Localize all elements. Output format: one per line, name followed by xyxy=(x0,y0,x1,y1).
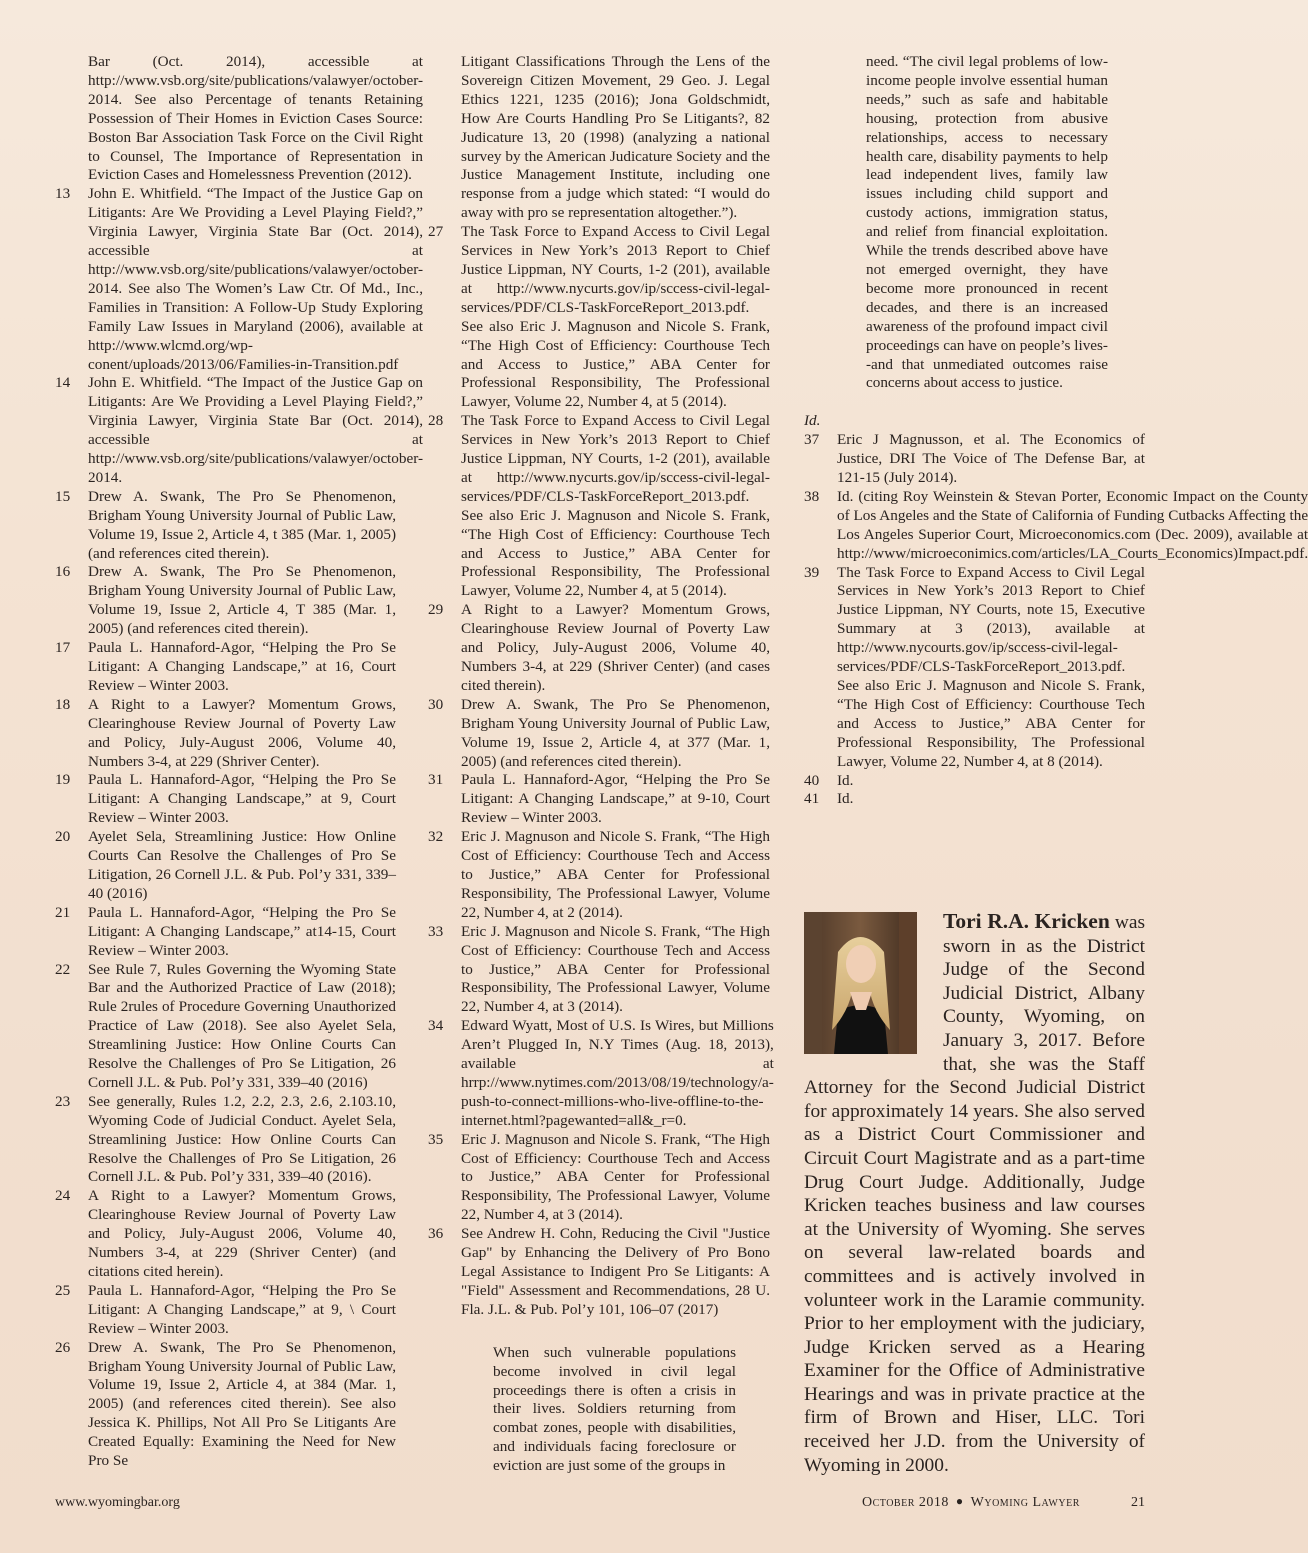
footnote-text: Edward Wyatt, Most of U.S. Is Wires, but Millions Aren’t Plugged In, N.Y Times (Aug. 18, 2013), available at hrrp://www.nytimes.com/2013/08/19/technology/a-push-to-connect-millions-who-live-offline-to-the-internet.html?pagewanted=all&_r=0. xyxy=(461,1017,774,1129)
footnote-28 xyxy=(428,412,770,601)
pull-quote-start: When such vulnerable populations become involved in civil legal proceedings there is often a crisis in their lives. Soldiers returning from combat zones, people with disabilities, and individuals facing foreclosure or eviction are just some of the groups in xyxy=(493,1343,736,1475)
footnote-number: 39 xyxy=(804,563,820,581)
footer-issue: October 2018 xyxy=(862,1495,949,1510)
footnote-text: Id. (citing Roy Weinstein & Stevan Porter, Economic Impact on the County of Los Angeles and the State of California of Funding Cutbacks Affecting the Los Angeles Superior Court, Microeconomics.com (Dec. 2009), available at http://www/microeconimics.com/articles/LA_Courts_Economics)Impact.pdf. xyxy=(837,487,1308,562)
footnote-number: 40 xyxy=(804,771,820,789)
footnote-number: 31 xyxy=(428,771,444,789)
footnote-number: 19 xyxy=(55,771,71,789)
footnote-24 xyxy=(55,1187,396,1282)
footnote-continuation: Litigant Classifications Through the Lens of the Sovereign Citizen Movement, 29 Geo. J. Legal Ethics 1221, 1235 (2016); Jona Goldschmidt, How Are Courts Handling Pro Se Litigants?, 82 Judicature 13, 20 (1998) (analyzing a national survey by the American Judicature Society and the Justice Management Institute, including one response from a judge which stated: “I would do away with pro se representation altogether.”). xyxy=(461,53,770,222)
footnote-number: 25 xyxy=(55,1281,71,1299)
footnote-41 xyxy=(804,790,1145,809)
footnote-number: 14 xyxy=(55,374,71,392)
footnote-text: Paula L. Hannaford-Agor, “Helping the Pro Se Litigant: A Changing Landscape,” at 9, \ Court Review – Winter 2003. xyxy=(88,1281,396,1337)
footnote-text: See Andrew H. Cohn, Reducing the Civil "Justice Gap" by Enhancing the Delivery of Pro Bono Legal Assistance to Indigent Pro Se Litigants: A "Field" Assessment and Recommendations, 28 U. Fla. J.L. & Pub. Pol’y 101, 106–07 (2017) xyxy=(461,1225,770,1318)
footnote-number: 27 xyxy=(428,223,444,241)
footnotes-column-2 xyxy=(428,53,774,1476)
footnote-text: A Right to a Lawyer? Momentum Grows, Clearinghouse Review Journal of Poverty Law and Policy, July-August 2006, Volume 40, Numbers 3-4, at 229 (Shriver Center) (and citations cited herein). xyxy=(88,1187,396,1280)
footnote-number: 24 xyxy=(55,1187,71,1205)
footnote-16 xyxy=(55,563,396,639)
footnote-text: Ayelet Sela, Streamlining Justice: How Online Courts Can Resolve the Challenges of Pro Se Litigation, 26 Cornell J.L. & Pub. Pol’y 331, 339–40 (2016) xyxy=(88,828,396,902)
footnote-number: 36 xyxy=(428,1225,444,1243)
footnote-30 xyxy=(428,696,770,772)
footnote-number: 18 xyxy=(55,695,71,713)
footnote-21 xyxy=(55,904,396,961)
footnote-26 xyxy=(55,1339,396,1471)
footnote-number: 38 xyxy=(804,487,820,505)
footer-publication-info xyxy=(862,1495,1080,1511)
footnote-number: 35 xyxy=(428,1130,444,1148)
footnote-number: 33 xyxy=(428,922,444,940)
footnote-text: A Right to a Lawyer? Momentum Grows, Clearinghouse Review Journal of Poverty Law and Policy, July-August 2006, Volume 40, Numbers 3-4, at 229 (Shriver Center). xyxy=(88,695,396,770)
footer-publication: Wyoming Lawyer xyxy=(970,1495,1080,1510)
footnote-32 xyxy=(428,828,770,923)
footnote-text: Drew A. Swank, The Pro Se Phenomenon, Brigham Young University Journal of Public Law, Volume 19, Issue 2, Article 4, t 385 (Mar. 1, 2005) (and references cited therein). xyxy=(88,487,396,562)
footnote-40 xyxy=(804,772,1145,791)
footnote-number: 22 xyxy=(55,960,71,978)
footnote-text: See generally, Rules 1.2, 2.2, 2.3, 2.6, 2.103.10, Wyoming Code of Judicial Conduct. Ayelet Sela, Streamlining Justice: How Online Courts Can Resolve the Challenges of Pro Se Litigation, 26 Cornell J.L. & Pub. Pol’y 331, 339–40 (2016). xyxy=(88,1092,396,1186)
footnote-number: 30 xyxy=(428,695,444,713)
footnote-37 xyxy=(804,431,1145,488)
footnote-text: John E. Whitfield. “The Impact of the Justice Gap on Litigants: Are We Providing a Level Playing Field?,” Virginia Lawyer, Virginia State Bar (Oct. 2014), accessible at http://www.vsb.org/site/publications/valawyer/october-2014. xyxy=(88,374,424,486)
footnote-text: Paula L. Hannaford-Agor, “Helping the Pro Se Litigant: A Changing Landscape,” at 16, Court Review – Winter 2003. xyxy=(88,639,396,694)
footnote-29 xyxy=(428,601,770,696)
footnote-number: 29 xyxy=(428,601,444,619)
footnote-text: Id. xyxy=(837,790,854,808)
footnote-text: Paula L. Hannaford-Agor, “Helping the Pro Se Litigant: A Changing Landscape,” at 9-10, Court Review – Winter 2003. xyxy=(461,771,770,827)
footnote-13 xyxy=(55,185,424,374)
footnote-number: 21 xyxy=(55,903,71,921)
footnote-text: Eric J Magnusson, et al. The Economics of Justice, DRI The Voice of The Defense Bar, at 121-15 (July 2014). xyxy=(837,431,1145,487)
footer-website: www.wyomingbar.org xyxy=(55,1495,180,1510)
footnote-text: Drew A. Swank, The Pro Se Phenomenon, Brigham Young University Journal of Public Law, Volume 19, Issue 2, Article 4, at 384 (Mar. 1, 2005) (and references cited therein). See also Jessica K. Phillips, Not All Pro Se Litigants Are Created Equally: Examining the Need for New Pro Se xyxy=(88,1338,396,1470)
footnote-number: 37 xyxy=(804,431,820,449)
bullet-icon: ● xyxy=(955,1494,964,1508)
footnote-number: 15 xyxy=(55,487,71,505)
footnote-22 xyxy=(55,961,396,1093)
footnote-text: Eric J. Magnuson and Nicole S. Frank, “The High Cost of Efficiency: Courthouse Tech and Access to Justice,” ABA Center for Professional Responsibility, The Professional Lawyer, Volume 22, Number 4, at 3 (2014). xyxy=(461,1130,770,1224)
author-bio xyxy=(804,910,1145,1477)
footnote-39 xyxy=(804,564,1145,772)
footnote-25 xyxy=(55,1282,396,1339)
footnote-31 xyxy=(428,771,770,828)
footnote-35 xyxy=(428,1131,770,1226)
footnote-number: 34 xyxy=(428,1017,444,1035)
footnote-id-line: Id. xyxy=(804,412,821,430)
footnote-19 xyxy=(55,771,396,828)
footnote-number: 41 xyxy=(804,790,820,808)
footnote-18 xyxy=(55,696,396,772)
footnote-23 xyxy=(55,1093,396,1188)
footnote-text: Eric J. Magnuson and Nicole S. Frank, “The High Cost of Efficiency: Courthouse Tech and Access to Justice,” ABA Center for Professional Responsibility, The Professional Lawyer, Volume 22, Number 4, at 2 (2014). xyxy=(461,828,770,921)
footnote-number: 16 xyxy=(55,563,71,581)
author-name: Tori R.A. Kricken xyxy=(943,909,1110,933)
footnote-34 xyxy=(428,1017,774,1130)
footnote-15 xyxy=(55,488,396,564)
footnote-17 xyxy=(55,639,396,696)
author-bio-text: was sworn in as the District Judge of the Second Judicial District, Albany County, Wyoming, on January 3, 2017. Before that, she was the Staff Attorney for the Second Judicial District for approximately 14 years. She also served as a District Court Commissioner and Circuit Court Magistrate and as a part-time Drug Court Judge. Additionally, Judge Kricken teaches business and law courses at the University of Wyoming. She serves on several law-related boards and committees and is actively involved in volunteer work in the Laramie community. Prior to her employment with the judiciary, Judge Kricken served as a Hearing Examiner for the Office of Administrative Hearings and was in private practice at the firm of Brown and Hiser, LLC. Tori received her J.D. from the University of Wyoming in 2000. xyxy=(804,912,1145,1476)
footnote-text: Paula L. Hannaford-Agor, “Helping the Pro Se Litigant: A Changing Landscape,” at14-15, Court Review – Winter 2003. xyxy=(88,903,396,959)
page-number: 21 xyxy=(1131,1495,1145,1510)
footnotes-column-3 xyxy=(804,53,1308,809)
footnote-text: The Task Force to Expand Access to Civil Legal Services in New York’s 2013 Report to Chief Justice Lippman, NY Courts, 1-2 (201), available at http://www.nycurts.gov/ip/sccess-civil-legal-services/PDF/CLS-TaskForceReport_2013.pdf. See also Eric J. Magnuson and Nicole S. Frank, “The High Cost of Efficiency: Courthouse Tech and Access to Justice,” ABA Center for Professional Responsibility, The Professional Lawyer, Volume 22, Number 4, at 5 (2014). xyxy=(461,412,770,600)
footnote-list xyxy=(428,223,774,1320)
footnote-number: 17 xyxy=(55,639,71,657)
footnote-number: 13 xyxy=(55,185,71,203)
author-photo xyxy=(804,912,917,1054)
footnote-33 xyxy=(428,923,770,1018)
footnote-text: A Right to a Lawyer? Momentum Grows, Clearinghouse Review Journal of Poverty Law and Policy, July-August 2006, Volume 40, Numbers 3-4, at 229 (Shriver Center) (and cases cited therein). xyxy=(461,601,770,694)
footnote-text: Id. xyxy=(837,771,854,789)
pull-quote-end: need. “The civil legal problems of low-income people involve essential human needs,” such as safe and habitable housing, protection from abusive relationships, access to necessary health care, disability payments to help lead independent lives, family law issues including child support and custody actions, immigration status, and relief from financial exploitation. While the trends described above have not emerged overnight, they have become more pronounced in recent decades, and there is an increased awareness of the profound impact civil proceedings can have on people’s lives--and that unmediated outcomes raise concerns about access to justice. xyxy=(866,53,1108,392)
footnote-text: The Task Force to Expand Access to Civil Legal Services in New York’s 2013 Report to Chief Justice Lippman, NY Courts, note 15, Executive Summary at 3 (2013), available at http://www.nycourts.gov/ip/sccess-civil-legal-services/PDF/CLS-TaskForceReport_2013.pdf. See also Eric J. Magnuson and Nicole S. Frank, “The High Cost of Efficiency: Courthouse Tech and Access to Justice,” ABA Center for Professional Responsibility, The Professional Lawyer, Volume 22, Number 4, at 8 (2014). xyxy=(837,563,1145,770)
footnote-list xyxy=(55,185,424,1471)
footnote-number: 28 xyxy=(428,412,444,430)
footnote-list xyxy=(804,431,1308,809)
footnote-number: 20 xyxy=(55,828,71,846)
footnote-20 xyxy=(55,828,396,904)
footnote-38 xyxy=(804,487,1308,564)
footnote-number: 26 xyxy=(55,1338,71,1356)
footnote-36 xyxy=(428,1225,770,1320)
footnote-text: Paula L. Hannaford-Agor, “Helping the Pro Se Litigant: A Changing Landscape,” at 9, Court Review – Winter 2003. xyxy=(88,771,396,827)
footnote-14 xyxy=(55,374,424,487)
footnote-continuation: Bar (Oct. 2014), accessible at http://www.vsb.org/site/publications/valawyer/october-2014. See also Percentage of tenants Retaining Possession of Their Homes in Eviction Cases Source: Boston Bar Association Task Force on the Civil Right to Counsel, The Importance of Representation in Eviction Cases and Homelessness Prevention (2012). xyxy=(88,53,424,184)
footnote-text: Drew A. Swank, The Pro Se Phenomenon, Brigham Young University Journal of Public Law, Volume 19, Issue 2, Article 4, T 385 (Mar. 1, 2005) (and references cited therein). xyxy=(88,563,396,638)
footnotes-column-1 xyxy=(55,53,424,1471)
footnote-text: See Rule 7, Rules Governing the Wyoming State Bar and the Authorized Practice of Law (2018); Rule 2rules of Procedure Governing Unauthorized Practice of Law (2018). See also Ayelet Sela, Streamlining Justice: How Online Courts Can Resolve the Challenges of Pro Se Litigation, 26 Cornell J.L. & Pub. Pol’y 331, 339–40 (2016) xyxy=(88,960,396,1091)
footnote-text: The Task Force to Expand Access to Civil Legal Services in New York’s 2013 Report to Chief Justice Lippman, NY Courts, 1-2 (201), available at http://www.nycurts.gov/ip/sccess-civil-legal-services/PDF/CLS-TaskForceReport_2013.pdf. See also Eric J. Magnuson and Nicole S. Frank, “The High Cost of Efficiency: Courthouse Tech and Access to Justice,” ABA Center for Professional Responsibility, The Professional Lawyer, Volume 22, Number 4, at 5 (2014). xyxy=(461,223,770,411)
footnote-text: John E. Whitfield. “The Impact of the Justice Gap on Litigants: Are We Providing a Level Playing Field?,” Virginia Lawyer, Virginia State Bar (Oct. 2014), accessible at http://www.vsb.org/site/publications/valawyer/october-2014. See also The Women’s Law Ctr. Of Md., Inc., Families in Transition: A Follow-Up Study Exploring Family Law Issues in Maryland (2006), available at http://www.wlcmd.org/wp-conent/uploads/2013/06/Families-in-Transition.pdf xyxy=(88,185,424,373)
footnote-number: 23 xyxy=(55,1092,71,1110)
footnote-27 xyxy=(428,223,770,412)
footnote-text: Drew A. Swank, The Pro Se Phenomenon, Brigham Young University Journal of Public Law, Volume 19, Issue 2, Article 4, at 377 (Mar. 1, 2005) (and references cited therein). xyxy=(461,695,770,770)
footnote-text: Eric J. Magnuson and Nicole S. Frank, “The High Cost of Efficiency: Courthouse Tech and Access to Justice,” ABA Center for Professional Responsibility, The Professional Lawyer, Volume 22, Number 4, at 3 (2014). xyxy=(461,922,770,1016)
footnote-number: 32 xyxy=(428,828,444,846)
